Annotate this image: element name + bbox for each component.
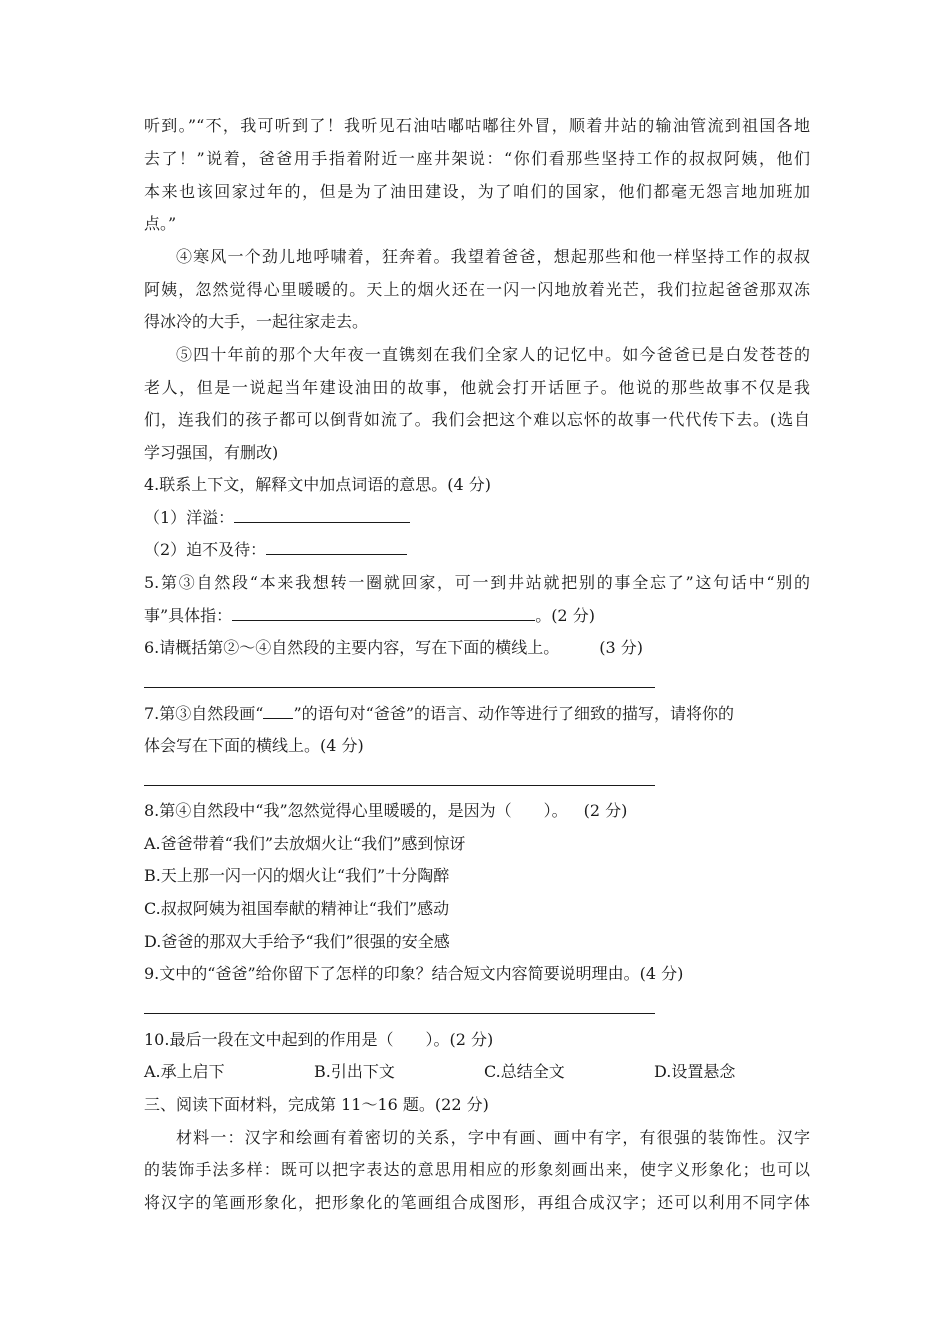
- question-9-stem: 9.文中的“爸爸”给你留下了怎样的印象？结合短文内容简要说明理由。(4 分): [144, 964, 684, 983]
- question-5-line-2: [144, 605, 810, 627]
- question-10-option-a[interactable]: A.承上启下: [144, 1062, 225, 1081]
- question-6-stem: [144, 637, 810, 659]
- passage-p4-line-1: ④寒风一个劲儿地呼啸着，狂奔着。我望着爸爸，想起那些和他一样坚持工作的叔叔: [176, 247, 810, 266]
- question-6-score: (3 分): [599, 638, 644, 657]
- question-8-option-a[interactable]: A.爸爸带着“我们”去放烟火让“我们”感到惊讶: [144, 834, 466, 853]
- question-4-item-1-label: （1）洋溢：: [144, 508, 235, 527]
- question-4-item-1: [144, 507, 810, 529]
- question-5-line-1: 5.第③自然段“本来我想转一圈就回家，可一到井站就把别的事全忘了”这句话中“别的: [144, 573, 810, 592]
- answer-line-9[interactable]: [144, 1013, 655, 1014]
- question-10-stem: 10.最后一段在文中起到的作用是（ ）。(2 分): [144, 1030, 494, 1049]
- question-4-stem: 4.联系上下文，解释文中加点词语的意思。(4 分): [144, 475, 492, 494]
- material-1-line-3: 将汉字的笔画形象化，把形象化的笔画组合成图形，再组合成汉字；还可以利用不同字体: [144, 1193, 810, 1212]
- question-8-option-d[interactable]: D.爸爸的那双大手给予“我们”很强的安全感: [144, 932, 450, 951]
- question-10-option-d[interactable]: D.设置悬念: [654, 1062, 736, 1081]
- section-3-heading: 三、阅读下面材料，完成第 11～16 题。(22 分): [144, 1095, 489, 1114]
- passage-p5-line-2: 老人，但是一说起当年建设油田的故事，他就会打开话匣子。他说的那些故事不仅是我: [144, 378, 810, 397]
- question-10-option-b[interactable]: B.引出下文: [314, 1062, 395, 1081]
- passage-p3-line-3: 本来也该回家过年的，但是为了油田建设，为了咱们的国家，他们都毫无怨言地加班加: [144, 182, 810, 201]
- question-4-item-2: [144, 539, 810, 561]
- material-1-line-1: 材料一：汉字和绘画有着密切的关系，字中有画、画中有字，有很强的装饰性。汉字: [176, 1128, 810, 1147]
- material-1-line-2: 的装饰手法多样：既可以把字表达的意思用相应的形象刻画出来，使字义形象化；也可以: [144, 1160, 810, 1179]
- question-10-options: [144, 1061, 810, 1083]
- answer-line-7[interactable]: [144, 785, 655, 786]
- question-7-line-1: [144, 703, 810, 725]
- passage-p3-line-2: 去了！”说着，爸爸用手指着附近一座井架说：“你们看那些坚持工作的叔叔阿姨，他们: [144, 149, 810, 168]
- question-8-option-b[interactable]: B.天上那一闪一闪的烟火让“我们”十分陶醉: [144, 866, 450, 885]
- answer-blank-4-2[interactable]: [266, 539, 407, 555]
- passage-p3-line-4: 点。”: [144, 214, 177, 233]
- answer-blank-4-1[interactable]: [234, 507, 410, 523]
- question-7-prefix: 7.第③自然段画“: [144, 704, 264, 723]
- question-6-text: 6.请概括第②～④自然段的主要内容，写在下面的横线上。: [144, 638, 560, 657]
- answer-line-6[interactable]: [144, 687, 655, 688]
- passage-p4-line-2: 阿姨，忽然觉得心里暖暖的。天上的烟火还在一闪一闪地放着光芒，我们拉起爸爸那双冻: [144, 280, 810, 299]
- question-5-prefix: 事”具体指：: [144, 606, 233, 625]
- question-5-suffix: 。(2 分): [535, 606, 595, 625]
- question-8-score: (2 分): [583, 801, 628, 820]
- answer-blank-5[interactable]: [232, 605, 535, 621]
- question-8-text: 8.第④自然段中“我”忽然觉得心里暖暖的，是因为（ ）。: [144, 801, 568, 820]
- passage-p5-line-3: 们，连我们的孩子都可以倒背如流了。我们会把这个难以忘怀的故事一代代传下去。(选自: [144, 410, 810, 429]
- question-7-line-2: 体会写在下面的横线上。(4 分): [144, 736, 364, 755]
- underline-marker: [263, 703, 293, 719]
- question-8-option-c[interactable]: C.叔叔阿姨为祖国奉献的精神让“我们”感动: [144, 899, 450, 918]
- passage-p3-line-1: 听到。”“不，我可听到了！我听见石油咕嘟咕嘟往外冒，顺着井站的输油管流到祖国各地: [144, 116, 810, 135]
- question-10-option-c[interactable]: C.总结全文: [484, 1062, 565, 1081]
- question-7-suffix: ”的语句对“爸爸”的语言、动作等进行了细致的描写，请将你的: [293, 704, 734, 723]
- passage-p5-line-4: 学习强国，有删改): [144, 443, 279, 462]
- passage-p5-line-1: ⑤四十年前的那个大年夜一直镌刻在我们全家人的记忆中。如今爸爸已是白发苍苍的: [176, 345, 810, 364]
- question-8-stem: [144, 800, 810, 822]
- question-4-item-2-label: （2）迫不及待：: [144, 540, 267, 559]
- passage-p4-line-3: 得冰冷的大手，一起往家走去。: [144, 312, 369, 331]
